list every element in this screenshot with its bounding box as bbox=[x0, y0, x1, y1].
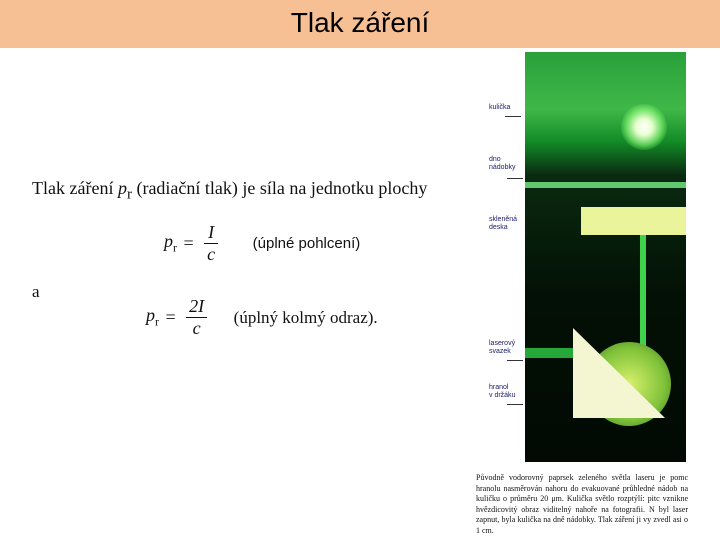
fraction-denominator: c bbox=[192, 318, 201, 338]
horizontal-laser-beam bbox=[525, 348, 575, 358]
label-svazek bbox=[489, 340, 525, 356]
formula-note: (úplné pohlcení) bbox=[252, 235, 361, 252]
label-line: deska bbox=[489, 224, 508, 231]
label-pointer bbox=[507, 404, 523, 405]
formula-lhs bbox=[164, 231, 177, 256]
label-kulicka bbox=[489, 104, 525, 112]
fraction-denominator: c bbox=[207, 244, 216, 264]
title-bar bbox=[0, 0, 720, 48]
label-dno bbox=[489, 156, 525, 172]
lhs-symbol: p bbox=[164, 231, 173, 252]
glass-plate bbox=[581, 207, 686, 235]
label-line: skleněná bbox=[489, 216, 518, 223]
slide-title: Tlak záření bbox=[290, 7, 430, 38]
label-line: svazek bbox=[489, 348, 511, 355]
intro-text-before: Tlak záření bbox=[32, 178, 118, 198]
fraction bbox=[204, 222, 218, 265]
conjunction: a bbox=[32, 282, 40, 301]
label-hranol bbox=[489, 384, 525, 400]
label-line: kulička bbox=[489, 104, 511, 111]
figure-caption: Původně vodorovný paprsek zeleného světla laseru je pomc hranolu nasměrován nahoru do evakuované průhledné nádob na kuličku o průměru 20 μm. Kulička světlo rozptýlí: pitc vznikne hvězdicovitý obraz viditelný nahoře na fotografii. N byl laser zapnut, byla kulička na dně nádobky. Tlak záření ji vy zvedl asi o 1 cm. bbox=[476, 473, 688, 535]
lhs-subscript: r bbox=[155, 314, 159, 329]
fraction-numerator: 2I bbox=[186, 296, 207, 318]
formula-absorption bbox=[164, 222, 360, 265]
equals-sign: = bbox=[165, 307, 176, 327]
label-deska bbox=[489, 216, 525, 232]
fraction bbox=[186, 296, 207, 339]
label-line: v držáku bbox=[489, 392, 516, 399]
intro-text-after: (radiační tlak) je síla na jednotku plochy bbox=[131, 178, 428, 198]
label-pointer bbox=[505, 116, 521, 117]
label-line: dno bbox=[489, 156, 501, 163]
lhs-symbol: p bbox=[146, 305, 155, 326]
label-pointer bbox=[507, 178, 523, 179]
experiment-photo bbox=[525, 52, 686, 462]
formula-note: (úplný kolmý odraz). bbox=[233, 307, 378, 327]
fraction-numerator: I bbox=[204, 222, 218, 244]
formula-reflection bbox=[146, 296, 378, 339]
container-bottom bbox=[525, 182, 686, 188]
prism bbox=[573, 328, 665, 418]
intro-symbol: p bbox=[117, 178, 127, 198]
intro-subscript: r bbox=[126, 186, 132, 203]
lhs-subscript: r bbox=[173, 240, 177, 255]
intro-sentence bbox=[32, 178, 427, 204]
equals-sign: = bbox=[183, 233, 194, 253]
label-line: hranol bbox=[489, 384, 509, 391]
formula-lhs bbox=[146, 305, 159, 330]
label-line: nádobky bbox=[489, 164, 516, 171]
label-pointer bbox=[507, 360, 523, 361]
label-line: laserový bbox=[489, 340, 516, 347]
scattered-light-star bbox=[621, 104, 667, 150]
